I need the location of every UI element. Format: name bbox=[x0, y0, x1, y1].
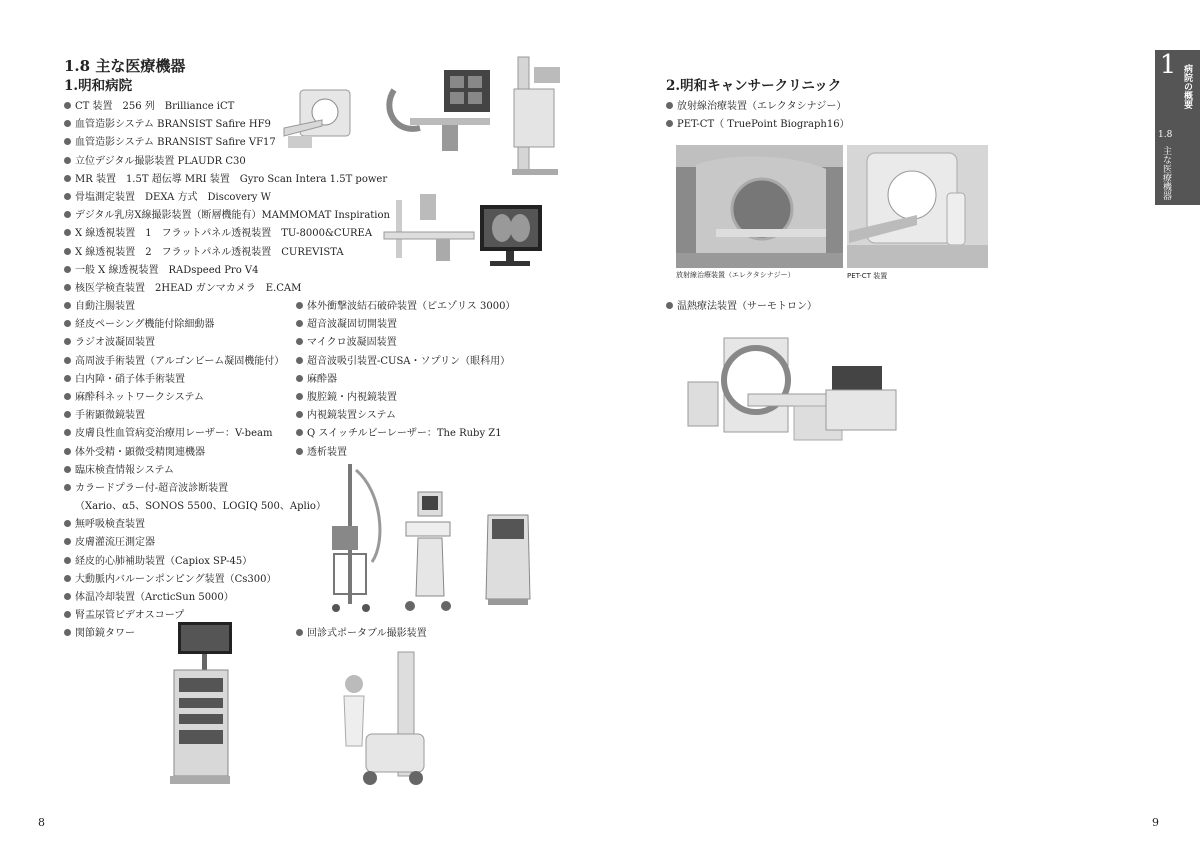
list-item: 放射線治療装置（エレクタシナジー） bbox=[666, 98, 850, 116]
list-item: X 線透視装置 2 フラットパネル透視装置 CUREVISTA bbox=[64, 244, 390, 262]
list-item: 一般 X 線透視装置 RADspeed Pro V4 bbox=[64, 262, 390, 280]
chapter-number: 1 bbox=[1159, 50, 1177, 80]
section-title: 1.8 主な医療機器 bbox=[64, 57, 186, 75]
list-item: 立位デジタル撮影装置 PLAUDR C30 bbox=[64, 153, 390, 171]
cooling-device-image bbox=[482, 505, 534, 609]
list-item: 経皮ペーシング機能付除細動器 bbox=[64, 316, 326, 334]
hospital2-list bbox=[666, 98, 850, 134]
list-item: ラジオ波凝固装置 bbox=[64, 334, 326, 352]
pet-ct-photo bbox=[847, 145, 988, 268]
thermotron-image bbox=[684, 322, 900, 446]
list-item: 経皮的心肺補助装置（Capiox SP-45） bbox=[64, 553, 326, 571]
list-item: CT 装置 256 列 Brilliance iCT bbox=[64, 98, 390, 116]
radiation-therapy-photo bbox=[676, 145, 843, 268]
list-item: 体外衝撃波結石破砕装置（ピエゾリス 3000） bbox=[296, 298, 515, 316]
list-item: 温熱療法装置（サーモトロン） bbox=[666, 298, 817, 316]
list-item: X 線透視装置 1 フラットパネル透視装置 TU-8000&CUREA bbox=[64, 225, 390, 243]
fluoroscopy-unit-image bbox=[380, 192, 476, 264]
list-item: 体温冷却装置（ArcticSun 5000） bbox=[64, 589, 326, 607]
ultrasound-machine-image bbox=[396, 490, 458, 614]
list-item: 麻酔科ネットワークシステム bbox=[64, 389, 326, 407]
tab-section-title: 主な医療機器 bbox=[1161, 146, 1171, 200]
xray-monitor-image bbox=[478, 203, 546, 269]
list-item: カラードプラー付-超音波診断装置 bbox=[64, 480, 326, 498]
list-item-continuation: （Xario、α5、SONOS 5500、LOGIQ 500、Aplio） bbox=[75, 501, 326, 513]
page-number-left: 8 bbox=[38, 816, 45, 829]
list-item: 回診式ポータブル撮影装置 bbox=[296, 625, 427, 643]
hospital2-title: 2.明和キャンサークリニック bbox=[666, 78, 842, 94]
chapter-title: 病院の概要 bbox=[1182, 64, 1192, 109]
list-item: MR 装置 1.5T 超伝導 MRI 装置 Gyro Scan Intera 1.5T power bbox=[64, 171, 390, 189]
caption-pet-ct: PET-CT 装置 bbox=[847, 272, 888, 280]
list-item: 無呼吸検査装置 bbox=[64, 516, 326, 534]
list-item: PET-CT（ TruePoint Biograph16） bbox=[666, 116, 850, 134]
list-item: 血管造影システム BRANSIST Safire VF17 bbox=[64, 134, 390, 152]
list-item: 皮膚良性血管病変治療用レーザー：V-beam bbox=[64, 425, 326, 443]
list-item: 超音波凝固切開装置 bbox=[296, 316, 515, 334]
portable-list bbox=[296, 625, 427, 643]
hospital1-title: 1.明和病院 bbox=[64, 78, 133, 94]
hospital1-left-list bbox=[64, 298, 326, 644]
list-item: 皮膚灌流圧測定器 bbox=[64, 534, 326, 552]
arthroscope-tower-image bbox=[170, 620, 232, 792]
caption-radiation-therapy: 放射線治療装置（エレクタシナジー） bbox=[676, 271, 795, 279]
hospital1-right-list bbox=[296, 298, 515, 462]
list-item: 骨塩測定装置 DEXA 方式 Discovery W bbox=[64, 189, 390, 207]
list-item: 内視鏡装置システム bbox=[296, 407, 515, 425]
pump-stand-image bbox=[326, 462, 392, 614]
hospital2-thermo-list bbox=[666, 298, 817, 316]
tab-section-number: 1.8 bbox=[1158, 130, 1173, 140]
portable-xray-image bbox=[332, 650, 432, 795]
list-item: 核医学検査装置 2HEAD ガンマカメラ E.CAM bbox=[64, 280, 390, 298]
ct-scanner-image bbox=[282, 86, 357, 154]
page-number-right: 9 bbox=[1152, 816, 1159, 829]
list-item: 手術顕微鏡装置 bbox=[64, 407, 326, 425]
list-item: 臨床検査情報システム bbox=[64, 462, 326, 480]
list-item: 大動脈内バルーンポンピング装置（Cs300） bbox=[64, 571, 326, 589]
list-item: 腎盂尿管ビデオスコープ bbox=[64, 607, 326, 625]
list-item: 高周波手術装置（アルゴンビーム凝固機能付） bbox=[64, 353, 326, 371]
list-item: 白内障・硝子体手術装置 bbox=[64, 371, 326, 389]
list-item: マイクロ波凝固装置 bbox=[296, 334, 515, 352]
list-item: 麻酔器 bbox=[296, 371, 515, 389]
list-item: デジタル乳房X線撮影装置（断層機能有）MAMMOMAT Inspiration bbox=[64, 207, 390, 225]
list-item: 透析装置 bbox=[296, 444, 515, 462]
angiography-system-image bbox=[380, 68, 500, 154]
chapter-tab bbox=[1155, 50, 1200, 205]
list-item: 関節鏡タワー bbox=[64, 625, 326, 643]
list-item: 自動注腸装置 bbox=[64, 298, 326, 316]
list-item: 超音波吸引装置-CUSA・ソプリン（眼科用） bbox=[296, 353, 515, 371]
list-item: Q スイッチルビーレーザー：The Ruby Z1 bbox=[296, 425, 515, 443]
list-item: 腹腔鏡・内視鏡装置 bbox=[296, 389, 515, 407]
standing-dr-image bbox=[506, 55, 566, 177]
list-item: 体外受精・顕微受精関連機器 bbox=[64, 444, 326, 462]
list-item: 血管造影システム BRANSIST Safire HF9 bbox=[64, 116, 390, 134]
